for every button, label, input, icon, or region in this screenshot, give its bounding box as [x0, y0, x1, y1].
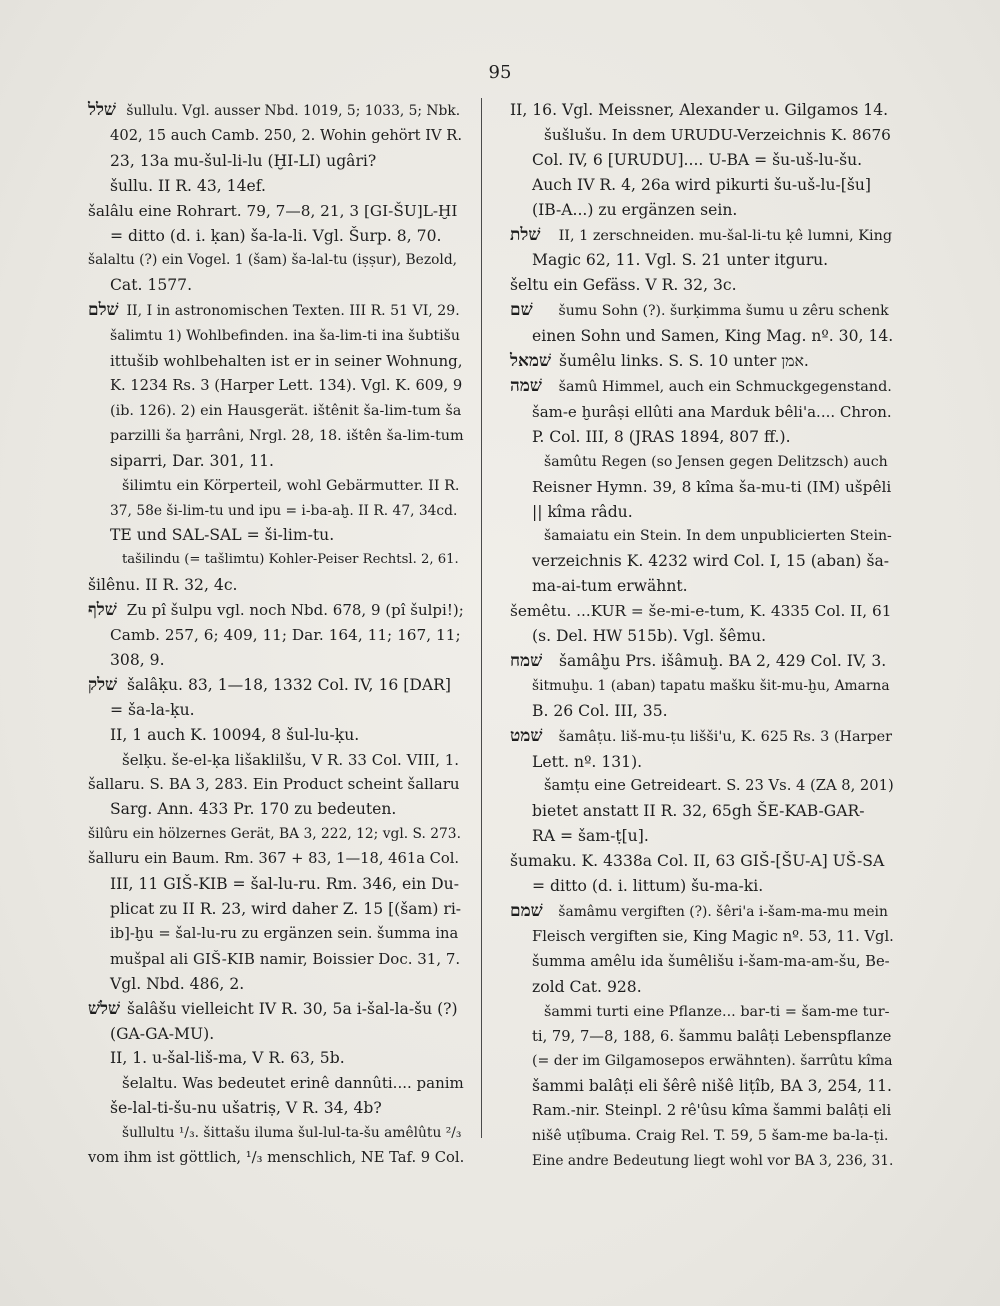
text-line — [510, 475, 894, 500]
text-line — [510, 324, 894, 349]
line-text: ittušib wohlbehalten ist er in seiner Wohnung, — [110, 352, 463, 371]
text-line — [88, 224, 464, 249]
text-line — [510, 874, 894, 899]
text-line — [510, 450, 894, 475]
text-line — [510, 624, 894, 649]
line-text: 308, 9. — [110, 650, 165, 669]
line-text: šammi turti eine Pflanze... bar-ti = šam-me tur- — [544, 1003, 890, 1020]
text-line — [88, 273, 464, 298]
text-line — [510, 1124, 894, 1149]
line-text: RA = šam-ṭ[u]. — [532, 827, 649, 846]
line-text: Auch IV R. 4, 26a wird pikurti šu-uš-lu-[šu] — [532, 175, 871, 194]
line-text: nišê uṭîbuma. Craig Rel. T. 59, 5 šam-me ba-la-ṭi. — [532, 1128, 889, 1145]
text-line — [88, 648, 464, 673]
text-line — [88, 1071, 464, 1096]
line-text: II, I in astronomischen Texten. III R. 51 VI, 29. — [126, 303, 460, 320]
line-text: šalâḳu. 83, 1—18, 1332 Col. IV, 16 [DAR] — [126, 675, 451, 694]
text-line — [510, 950, 894, 975]
text-line — [88, 374, 464, 399]
line-text: Eine andre Bedeutung liegt wohl vor BA 3, 236, 31. — [532, 1153, 894, 1170]
line-text: šullultu ¹/₃. šittašu iluma šul-lul-ta-šu amêlûtu ²/₃ — [122, 1125, 462, 1142]
entry-headword-line — [510, 649, 894, 674]
line-text: (GA-GA-MU). — [110, 1024, 215, 1043]
line-text: Ram.-nir. Steinpl. 2 rê'ûsu kîma šammi balâṭi eli — [532, 1102, 892, 1120]
text-line — [88, 822, 464, 847]
line-text: III, 11 GIŠ-KIB = šal-lu-ru. Rm. 346, ein Du- — [110, 875, 459, 894]
line-text: Fleisch vergiften sie, King Magic nº. 53, 11. Vgl. — [532, 927, 894, 945]
text-line — [510, 425, 894, 450]
text-line — [510, 824, 894, 849]
line-text: šalimtu 1) Wohlbefinden. ina ša-lim-ti ina šubtišu — [110, 328, 460, 345]
line-text: Vgl. Nbd. 486, 2. — [110, 974, 245, 993]
hebrew-root: שׁם — [510, 300, 533, 321]
line-text: šallaru. S. BA 3, 283. Ein Product scheint šallaru — [88, 775, 460, 794]
left-column — [88, 98, 464, 1171]
line-text: Reisner Hymn. 39, 8 kîma ša-mu-ti (IM) ušpêli — [532, 477, 892, 496]
line-text: šamâḫu Prs. išâmuḫ. BA 2, 429 Col. IV, 3. — [558, 651, 887, 670]
text-line — [88, 748, 464, 773]
line-text: ib]-ḫu = šal-lu-ru zu ergänzen sein. šumma ina — [110, 924, 459, 942]
line-text: šilûru ein hölzernes Gerät, BA 3, 222, 12; vgl. S. 273. — [88, 826, 461, 843]
right-column — [510, 98, 894, 1174]
line-text: Magic 62, 11. Vgl. S. 21 unter itguru. — [532, 251, 829, 270]
line-text: = ša-la-ḳu. — [110, 700, 195, 719]
entry-headword-line — [510, 724, 894, 750]
text-line — [510, 1099, 894, 1124]
line-text: šušlušu. In dem URUDU-Verzeichnis K. 8676 — [544, 125, 891, 144]
text-line — [88, 772, 464, 797]
line-text: šullu. II R. 43, 14ef. — [110, 176, 266, 195]
text-line — [88, 947, 464, 972]
text-line — [88, 199, 464, 224]
entry-headword-line — [88, 997, 464, 1022]
line-text: K. 1234 Rs. 3 (Harper Lett. 134). Vgl. K. 609, 9 — [110, 376, 463, 394]
text-line — [510, 198, 894, 223]
line-text: = ditto (d. i. littum) šu-ma-ki. — [532, 877, 764, 896]
line-text: Col. IV, 6 [URUDU].... U-BA = šu-uš-lu-šu. — [532, 150, 863, 169]
text-line — [88, 424, 464, 449]
line-text: šamâṭu. liš-mu-ṭu lišši'u, K. 625 Rs. 3 (Harper — [558, 728, 893, 745]
entry-headword-line — [510, 298, 894, 324]
text-line — [88, 847, 464, 872]
text-line — [88, 922, 464, 947]
text-line — [510, 750, 894, 775]
line-text: mušpal ali GIŠ-KIB namir, Boissier Doc. 31, 7. — [110, 949, 461, 968]
line-text: šalâlu eine Rohrart. 79, 7—8, 21, 3 [GI-ŠU]L-ḪI — [88, 201, 458, 220]
line-text: še-lal-ti-šu-nu ušatriṣ, V R. 34, 4b? — [110, 1099, 382, 1118]
line-text: vom ihm ist göttlich, ¹/₃ menschlich, NE Taf. 9 Col. — [88, 1149, 465, 1167]
entry-headword-line — [88, 98, 464, 124]
text-line — [88, 1146, 464, 1171]
text-line — [510, 248, 894, 273]
text-line — [510, 549, 894, 574]
text-line — [510, 273, 894, 298]
text-line — [510, 173, 894, 198]
line-text: P. Col. III, 8 (JRAS 1894, 807 ff.). — [532, 427, 791, 446]
hebrew-root: שׁלשׁ — [88, 998, 121, 1019]
text-line — [88, 1096, 464, 1121]
page-number: 95 — [488, 62, 512, 83]
line-text: šilimtu ein Körperteil, wohl Gebärmutter. II R. — [122, 477, 460, 494]
line-text: = ditto (d. i. ḳan) ša-la-li. Vgl. Šurp. 8, 70. — [110, 226, 442, 245]
line-text: Zu pî šulpu vgl. noch Nbd. 678, 9 (pî šulpi!); — [126, 601, 464, 620]
text-line — [510, 1149, 894, 1174]
text-line — [88, 698, 464, 723]
line-text: šammi balâṭi eli šêrê nišê liṭîb, BA 3, 254, 11. — [532, 1077, 892, 1096]
line-text: Cat. 1577. — [110, 276, 193, 295]
hebrew-root: שׁמם — [510, 901, 543, 921]
line-text: ti, 79, 7—8, 188, 6. šammu balâṭi Lebenspflanze — [532, 1027, 892, 1045]
line-text: šamâmu vergiften (?). šêri'a i-šam-ma-mu mein — [558, 904, 888, 920]
text-line — [510, 774, 894, 799]
line-text: šumma amêlu ida šumêlišu i-šam-ma-am-šu, Be- — [532, 952, 890, 970]
text-line — [510, 1000, 894, 1025]
text-line — [510, 975, 894, 1000]
hebrew-root: שׁמט — [510, 725, 543, 746]
text-line — [510, 925, 894, 950]
line-text: verzeichnis K. 4232 wird Col. I, 15 (aban) ša- — [532, 552, 890, 571]
line-text: II, 1. u-šal-liš-ma, V R. 63, 5b. — [110, 1049, 345, 1068]
line-text: tašilindu (= tašlimtu) Kohler-Peiser Rechtsl. 2, 61. — [122, 552, 459, 568]
hebrew-root: שׁמה — [510, 375, 542, 396]
line-text: 23, 13a mu-šul-li-lu (ḪI-LI) ugâri? — [110, 151, 377, 170]
entry-headword-line — [510, 223, 894, 249]
line-text: šamṭu eine Getreideart. S. 23 Vs. 4 (ZA 8, 201) — [544, 777, 894, 795]
line-text: (s. Del. HW 515b). Vgl. šêmu. — [532, 627, 767, 646]
text-line — [88, 723, 464, 748]
line-text: Camb. 257, 6; 409, 11; Dar. 164, 11; 167, 11; — [110, 626, 461, 645]
line-text: Lett. nº. 131). — [532, 752, 643, 771]
text-line — [510, 98, 894, 123]
text-line — [88, 548, 464, 573]
text-line — [510, 1049, 894, 1074]
line-text: šelaltu. Was bedeutet erinê dannûti.... panim — [122, 1074, 464, 1093]
line-text: TE und SAL-SAL = ši-lim-tu. — [110, 526, 335, 545]
text-line — [88, 248, 464, 273]
text-line — [88, 149, 464, 174]
line-text: šam-e ḫurâṣi ellûti ana Marduk bêli'a.... Chron. — [532, 402, 892, 421]
text-line — [510, 123, 894, 148]
line-text: (ib. 126). 2) ein Hausgerät. ištênit ša-lim-tum ša — [110, 402, 462, 419]
text-line — [510, 599, 894, 624]
text-line — [88, 324, 464, 349]
text-line — [88, 523, 464, 548]
line-text: 402, 15 auch Camb. 250, 2. Wohin gehört IV R. — [110, 126, 463, 144]
line-text: šemêtu. ...KUR = še-mi-e-tum, K. 4335 Col. II, 61 — [510, 602, 892, 621]
line-text: B. 26 Col. III, 35. — [532, 701, 668, 720]
text-line — [88, 399, 464, 424]
line-text: šullulu. Vgl. ausser Nbd. 1019, 5; 1033, 5; Nbk. — [126, 103, 461, 119]
text-line — [88, 499, 464, 524]
line-text: Sarg. Ann. 433 Pr. 170 zu bedeuten. — [110, 800, 397, 819]
text-line — [510, 148, 894, 173]
line-text: 37, 58e ši-lim-tu und ipu = i-ba-aḫ. II R. 47, 34cd. — [110, 502, 458, 519]
line-text: šeltu ein Gefäss. V R. 32, 3c. — [510, 276, 737, 295]
hebrew-root: שׁמח — [510, 650, 543, 671]
entry-headword-line — [88, 298, 464, 324]
line-text: siparri, Dar. 301, 11. — [110, 451, 275, 470]
line-text: bietet anstatt II R. 32, 65gh ŠE-KAB-GAR- — [532, 802, 865, 821]
hebrew-root: שׁמאל — [510, 351, 551, 372]
hebrew-root: שׁלק — [88, 674, 118, 695]
text-line — [88, 797, 464, 822]
text-line — [88, 449, 464, 474]
line-text: šilênu. II R. 32, 4c. — [88, 576, 238, 595]
column-divider — [481, 98, 482, 1138]
line-text: šumaku. K. 4338a Col. II, 63 GIŠ-[ŠU-A] UŠ-SA — [510, 852, 885, 871]
entry-headword-line — [88, 598, 464, 623]
hebrew-root: שׁלף — [88, 600, 117, 621]
text-line — [510, 524, 894, 549]
text-line — [510, 574, 894, 599]
text-line — [88, 124, 464, 149]
line-text: šamû Himmel, auch ein Schmuckgegenstand. — [558, 378, 892, 395]
text-line — [510, 699, 894, 724]
hebrew-root: שׁלם — [88, 300, 119, 321]
text-line — [88, 1121, 464, 1146]
hebrew-root: שׁלת — [510, 224, 541, 245]
line-text: šelḳu. še-el-ḳa lišaklilšu, V R. 33 Col. VIII, 1. — [122, 750, 460, 769]
line-text: II, 1 zerschneiden. mu-šal-li-tu ḳê lumni, King — [558, 227, 893, 244]
line-text: ma-ai-tum erwähnt. — [532, 577, 688, 596]
text-line — [88, 1046, 464, 1071]
entry-headword-line — [510, 374, 894, 400]
text-line — [510, 849, 894, 874]
text-line — [510, 799, 894, 824]
line-text: šumu Sohn (?). šurḳimma šumu u zêru schenk — [558, 303, 889, 320]
text-line — [88, 174, 464, 199]
text-line — [88, 972, 464, 997]
line-text: šalaltu (?) ein Vogel. 1 (šam) ša-lal-tu (iṣṣur), Bezold, — [88, 252, 458, 269]
line-text: einen Sohn und Samen, King Mag. nº. 30, 14. — [532, 327, 894, 346]
entry-headword-line — [510, 899, 894, 925]
line-text: šitmuḫu. 1 (aban) tapatu mašku šit-mu-ḫu, Amarna — [532, 677, 890, 694]
line-text: plicat zu II R. 23, wird daher Z. 15 [(šam) ri- — [110, 900, 462, 918]
text-line — [88, 872, 464, 897]
text-line — [510, 1074, 894, 1099]
text-line — [88, 897, 464, 922]
text-line — [510, 1025, 894, 1050]
text-line — [88, 623, 464, 648]
line-text: šalâšu vielleicht IV R. 30, 5a i-šal-la-šu (?) — [126, 999, 458, 1018]
line-text: II, 16. Vgl. Meissner, Alexander u. Gilgamos 14. — [510, 101, 889, 119]
line-text: (IB-A...) zu ergänzen sein. — [532, 200, 738, 219]
text-line — [88, 1022, 464, 1047]
text-line — [510, 674, 894, 699]
text-line — [88, 349, 464, 374]
line-text: šamaiatu ein Stein. In dem unpublicierten Stein- — [544, 528, 892, 545]
line-text: zold Cat. 928. — [532, 977, 642, 996]
line-text: šalluru ein Baum. Rm. 367 + 83, 1—18, 461a Col. — [88, 850, 460, 868]
text-line — [88, 474, 464, 499]
line-text: II, 1 auch K. 10094, 8 šul-lu-ḳu. — [110, 725, 360, 744]
line-text: (= der im Gilgamosepos erwähnten). šarrûtu kîma — [532, 1053, 893, 1070]
text-line — [510, 400, 894, 425]
line-text: parzilli ša ḫarrâni, Nrgl. 28, 18. ištên ša-lim-tum — [110, 427, 464, 444]
line-text: šumêlu links. S. S. 10 unter אמן. — [558, 352, 809, 371]
text-line — [88, 573, 464, 598]
hebrew-root: שׁלל — [88, 100, 116, 120]
entry-headword-line — [88, 673, 464, 698]
line-text: || kîma râdu. — [532, 502, 633, 521]
entry-headword-line — [510, 349, 894, 374]
text-line — [510, 500, 894, 525]
line-text: šamûtu Regen (so Jensen gegen Delitzsch) auch — [544, 453, 888, 470]
